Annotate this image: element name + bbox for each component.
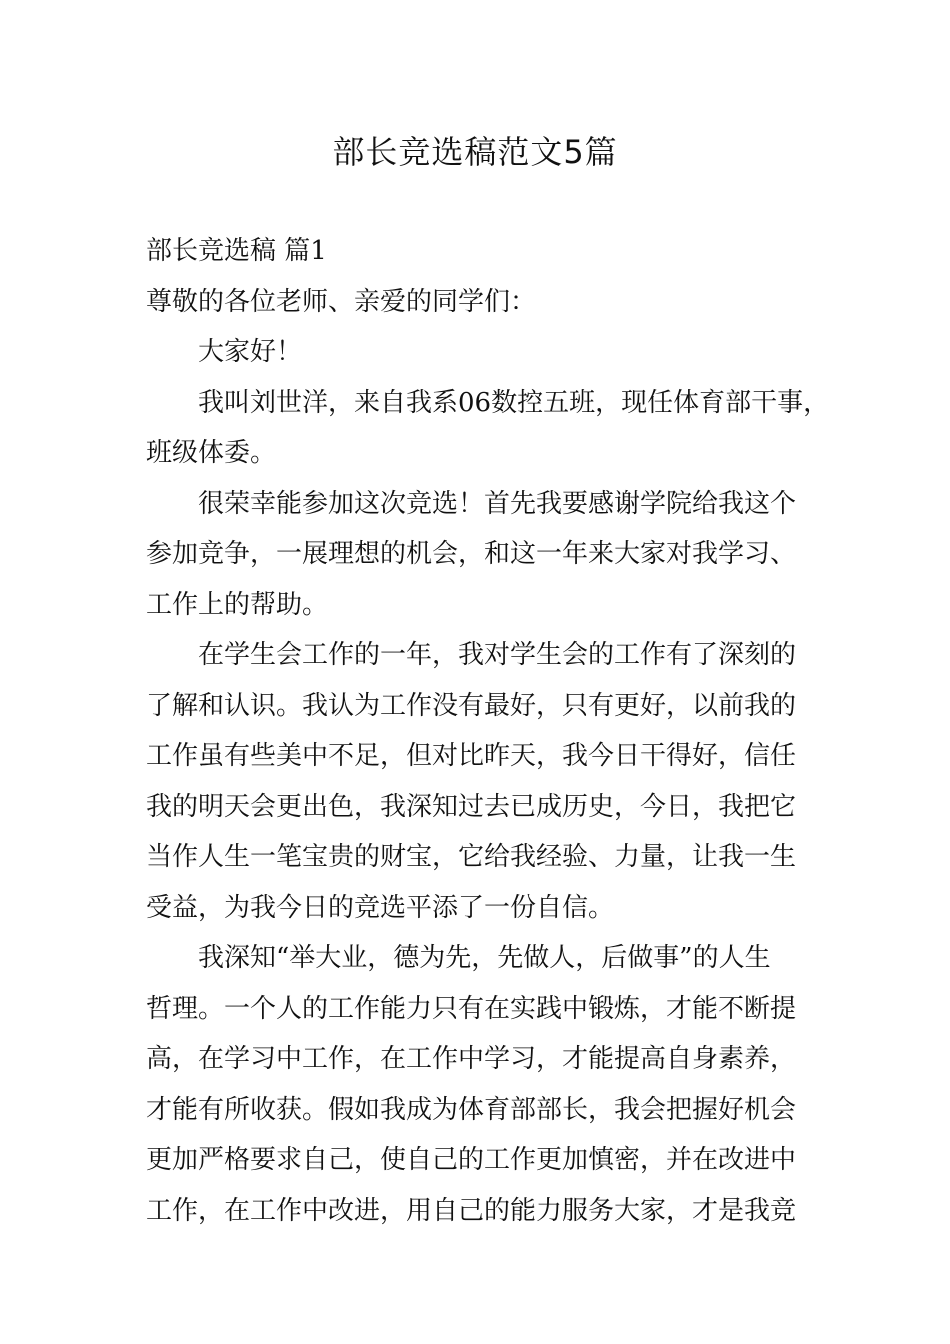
- text-line: 受益，为我今日的竞选平添了一份自信。: [146, 892, 615, 923]
- text-line: 参加竞争，一展理想的机会，和这一年来大家对我学习、: [146, 539, 797, 569]
- text-line: 工作虽有些美中不足，但对比昨天，我今日干得好，信任: [146, 741, 797, 771]
- text-line: 才能有所收获。假如我成为体育部部长，我会把握好机会: [146, 1094, 797, 1125]
- text-line: 高，在学习中工作，在工作中学习，才能提高自身素养，: [146, 1044, 797, 1074]
- document-body: [146, 226, 830, 1236]
- text-line: 哲理。一个人的工作能力只有在实践中锻炼，才能不断提: [146, 993, 797, 1024]
- text-line: 了解和认识。我认为工作没有最好，只有更好，以前我的: [146, 690, 797, 721]
- text-line: 班级体委。: [146, 438, 277, 468]
- text-line: 工作上的帮助。: [146, 589, 329, 620]
- text-line: 我深知“举大业，德为先，先做人，后做事”的人生: [198, 943, 771, 973]
- text-line: 部长竞选稿 篇1: [146, 236, 327, 266]
- document-title: 部长竞选稿范文5篇: [332, 133, 618, 171]
- text-line: 在学生会工作的一年，我对学生会的工作有了深刻的: [198, 640, 797, 670]
- text-line: 我的明天会更出色，我深知过去已成历史，今日，我把它: [146, 791, 797, 822]
- text-line: 更加严格要求自己，使自己的工作更加慎密，并在改进中: [146, 1145, 797, 1175]
- text-line: 当作人生一笔宝贵的财宝，它给我经验、力量，让我一生: [146, 842, 797, 872]
- text-line: 我叫刘世洋，来自我系06数控五班，现任体育部干事，: [198, 387, 830, 418]
- text-line: 很荣幸能参加这次竞选！首先我要感谢学院给我这个: [198, 488, 797, 519]
- text-line: 工作，在工作中改进，用自己的能力服务大家，才是我竞: [146, 1195, 797, 1226]
- text-line: 尊敬的各位老师、亲爱的同学们：: [146, 286, 537, 317]
- text-line: 大家好！: [198, 337, 303, 367]
